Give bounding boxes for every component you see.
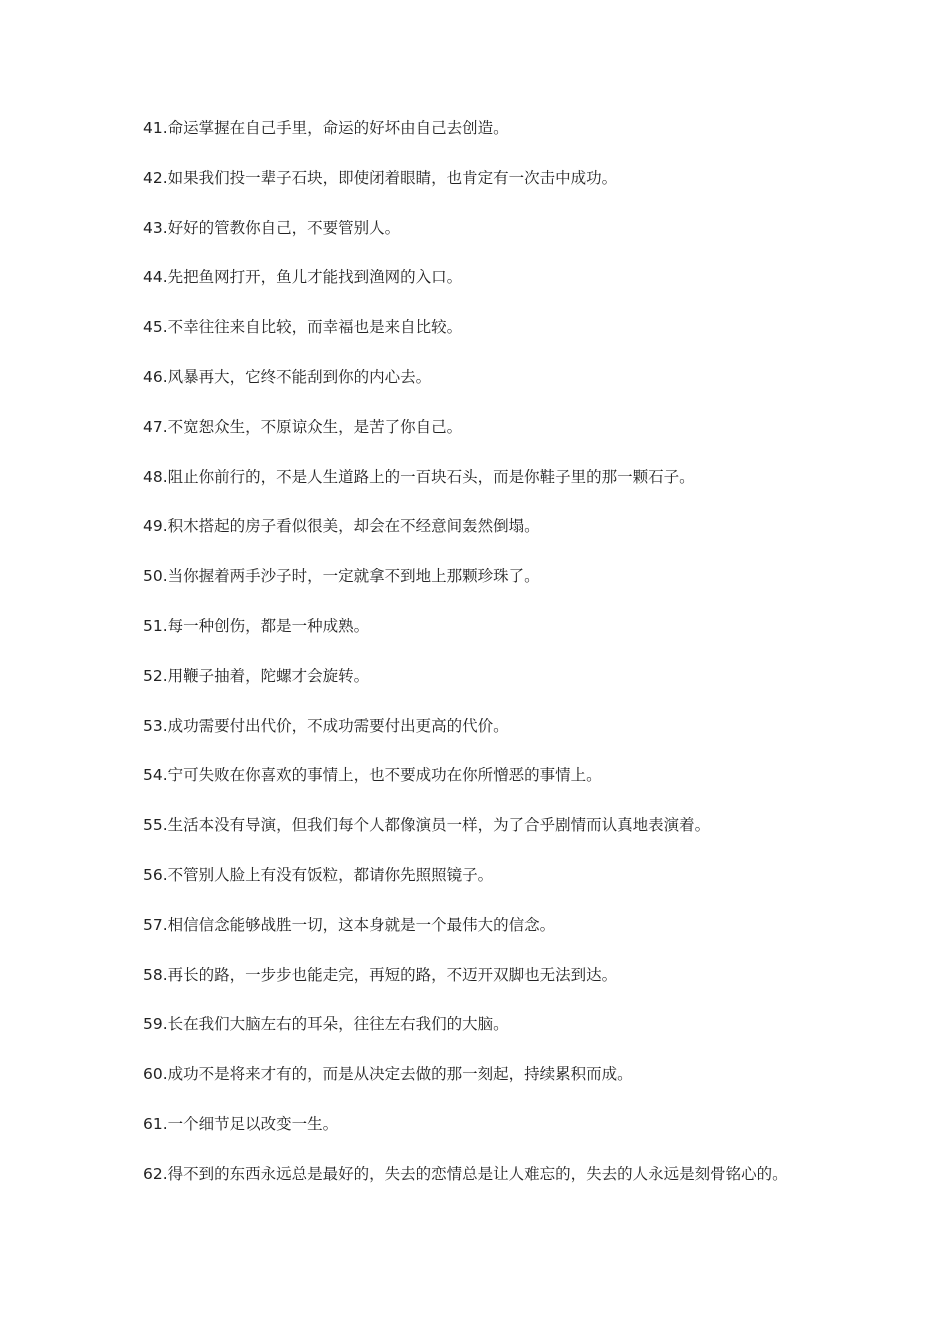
quote-item: 50.当你握着两手沙子时，一定就拿不到地上那颗珍珠了。 bbox=[143, 567, 540, 586]
quote-item: 53.成功需要付出代价，不成功需要付出更高的代价。 bbox=[143, 716, 509, 735]
quote-item: 61.一个细节足以改变一生。 bbox=[143, 1114, 339, 1133]
quote-item: 59.长在我们大脑左右的耳朵，往往左右我们的大脑。 bbox=[143, 1015, 509, 1034]
quote-item: 41.命运掌握在自己手里，命运的好坏由自己去创造。 bbox=[143, 119, 509, 137]
quote-item: 62.得不到的东西永远总是最好的，失去的恋情总是让人难忘的，失去的人永远是刻骨铭心的。 bbox=[143, 1164, 788, 1183]
quote-item: 45.不幸往往来自比较，而幸福也是来自比较。 bbox=[143, 318, 463, 337]
quote-item: 49.积木搭起的房子看似很美，却会在不经意间轰然倒塌。 bbox=[143, 517, 540, 536]
quote-item: 57.相信信念能够战胜一切，这本身就是一个最伟大的信念。 bbox=[143, 915, 556, 934]
quote-item: 60.成功不是将来才有的，而是从决定去做的那一刻起，持续累积而成。 bbox=[143, 1065, 633, 1084]
quote-item: 58.再长的路，一步步也能走完，再短的路，不迈开双脚也无法到达。 bbox=[143, 965, 618, 984]
quote-item: 52.用鞭子抽着，陀螺才会旋转。 bbox=[143, 666, 370, 685]
quote-item: 44.先把鱼网打开，鱼儿才能找到渔网的入口。 bbox=[143, 268, 463, 287]
quote-item: 43.好好的管教你自己，不要管别人。 bbox=[143, 218, 401, 237]
quote-item: 51.每一种创伤，都是一种成熟。 bbox=[143, 616, 370, 635]
quote-item: 48.阻止你前行的，不是人生道路上的一百块石头，而是你鞋子里的那一颗石子。 bbox=[143, 467, 695, 486]
quote-item: 54.宁可失败在你喜欢的事情上，也不要成功在你所憎恶的事情上。 bbox=[143, 766, 602, 785]
quote-item: 42.如果我们投一辈子石块，即使闭着眼睛，也肯定有一次击中成功。 bbox=[143, 168, 618, 187]
quote-item: 46.风暴再大，它终不能刮到你的内心去。 bbox=[143, 367, 432, 386]
quote-item: 55.生活本没有导演，但我们每个人都像演员一样，为了合乎剧情而认真地表演着。 bbox=[143, 816, 711, 835]
quote-item: 56.不管别人脸上有没有饭粒，都请你先照照镜子。 bbox=[143, 865, 494, 884]
quote-item: 47.不宽恕众生，不原谅众生，是苦了你自己。 bbox=[143, 417, 463, 436]
quote-list bbox=[143, 116, 813, 1212]
